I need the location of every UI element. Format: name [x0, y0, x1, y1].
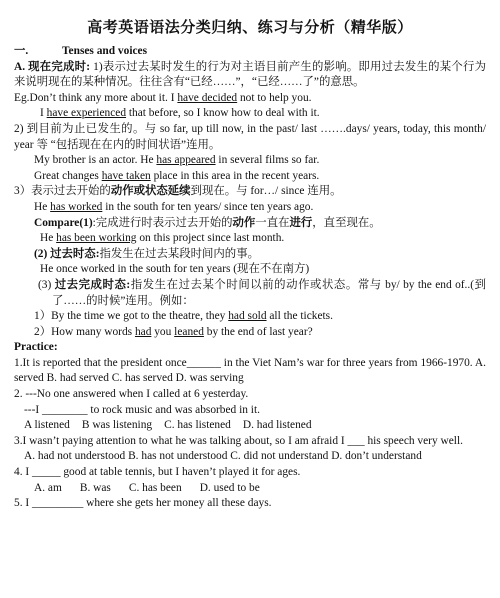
option-d: D. had listened [242, 419, 312, 432]
question-1: 1.It is reported that the president once______ in the Viet Nam’s war for three years from 1966-1970. A. served B. had served C. has served D. was serving [14, 356, 486, 385]
example-3 [14, 153, 486, 169]
example-text: He [34, 200, 51, 213]
section-number: 一. [14, 45, 29, 57]
compare-text: 指发生在过去某段时间内的事。 [99, 247, 259, 260]
compare-1 [14, 216, 486, 232]
present-perfect-def [14, 60, 486, 91]
section-heading [14, 44, 486, 60]
example-9 [14, 325, 486, 341]
compare-bold: 进行 [289, 216, 313, 229]
question-2-options [14, 418, 486, 434]
example-text: Great changes [34, 169, 102, 182]
rule-text: 3）表示过去开始的 [14, 185, 111, 198]
example-6 [14, 231, 486, 247]
compare-text: 指发生在过去某个时间以前的动作或状态。常与 by/ by the end of..(到了……的时候”连用。例如： [52, 278, 486, 307]
rule-3 [14, 184, 486, 200]
rule-2: 2) 到目前为止已发生的。与 so far, up till now, in the past/ last …….days/ years, today, this month/ year 等 “包括现在在内的时间状语”连用。 [14, 122, 486, 151]
question-3: 3.I wasn’t paying attention to what he was talking about, so I am afraid I ___ his speech very well. [14, 434, 463, 447]
example-text: you [151, 325, 175, 338]
compare-text: 一直在 [255, 216, 290, 229]
example-text: in several films so far. [215, 154, 320, 167]
underlined-verb: had sold [228, 310, 267, 323]
option-c: C. has listened [164, 419, 231, 432]
present-perfect-text: 1)表示过去某时发生的行为对主语目前产生的影响。即用过去发生的某个行为来说明现在的某种情况。往往含有“已经……”，“已经……了”的意思。 [14, 60, 487, 89]
question-3-options: A. had not understood B. has not understood C. did not understand D. don’t understand [24, 450, 422, 463]
example-7: He once worked in the south for ten years (现在不在南方) [40, 263, 310, 276]
underlined-verb: have decided [177, 91, 238, 104]
example-text: 1）By the time we got to the theatre, they [34, 310, 229, 323]
compare-text: :完成进行时表示过去开始的 [92, 216, 233, 229]
example-text: 2）How many words [34, 325, 135, 338]
example-text: I [40, 107, 47, 120]
example-8 [14, 309, 486, 325]
underlined-verb: have experienced [46, 107, 127, 120]
compare-text: ，直至现在。 [312, 216, 381, 229]
compare-3 [14, 278, 486, 309]
example-text: that before, so I know how to deal with it. [126, 107, 320, 120]
compare-2 [14, 247, 486, 263]
compare-label: (2) 过去时态: [34, 247, 100, 260]
example-text: in the south for ten years/ since ten years ago. [102, 200, 314, 213]
underlined-verb: has worked [50, 200, 103, 213]
rule-text: 到现在。与 for…/ since 连用。 [190, 185, 342, 198]
underlined-verb: have taken [101, 169, 151, 182]
page-title: 高考英语语法分类归纳、练习与分析（精华版） [87, 20, 413, 36]
question-4-options [14, 481, 486, 497]
example-text: place in this area in the recent years. [150, 169, 320, 182]
question-5: 5. I _________ where she gets her money all these days. [14, 497, 272, 510]
underlined-verb: has been working [56, 232, 137, 245]
compare-label: Compare(1) [34, 216, 93, 229]
compare-label: 过去完成时态: [54, 278, 131, 291]
example-text: Eg.Don’t think any more about it. I [14, 91, 178, 104]
compare-bold: 动作 [232, 216, 256, 229]
section-title: Tenses and voices [62, 45, 148, 57]
example-text: by the end of last year? [203, 325, 313, 338]
underlined-verb: had [134, 325, 152, 338]
example-4 [14, 169, 486, 185]
underlined-verb: leaned [174, 325, 204, 338]
underlined-verb: has appeared [156, 154, 216, 167]
option-b: B. was [79, 481, 111, 494]
example-text: all the tickets. [266, 310, 333, 323]
practice-heading: Practice: [14, 341, 58, 354]
example-text: My brother is an actor. He [34, 154, 157, 167]
option-b: B was listening [81, 419, 153, 432]
question-2-line: ---I ________ to rock music and was absorbed in it. [24, 403, 260, 416]
option-a: A listened [24, 419, 70, 432]
rule-bold: 动作或状态延续 [110, 185, 191, 198]
example-text: not to help you. [237, 91, 312, 104]
option-c: C. has been [128, 481, 182, 494]
question-2-prompt: 2. ---No one answered when I called at 6 yesterday. [14, 388, 249, 401]
option-a: A. am [34, 481, 62, 494]
example-text: He [40, 232, 57, 245]
example-text: on this project since last month. [136, 232, 285, 245]
present-perfect-label: A. 现在完成时: [14, 60, 91, 73]
example-5 [14, 200, 486, 216]
example-1 [14, 91, 486, 107]
option-d: D. used to be [199, 481, 260, 494]
question-4: 4. I _____ good at table tennis, but I haven’t played it for ages. [14, 466, 301, 479]
example-2 [14, 106, 486, 122]
compare-number: (3) [38, 278, 55, 291]
